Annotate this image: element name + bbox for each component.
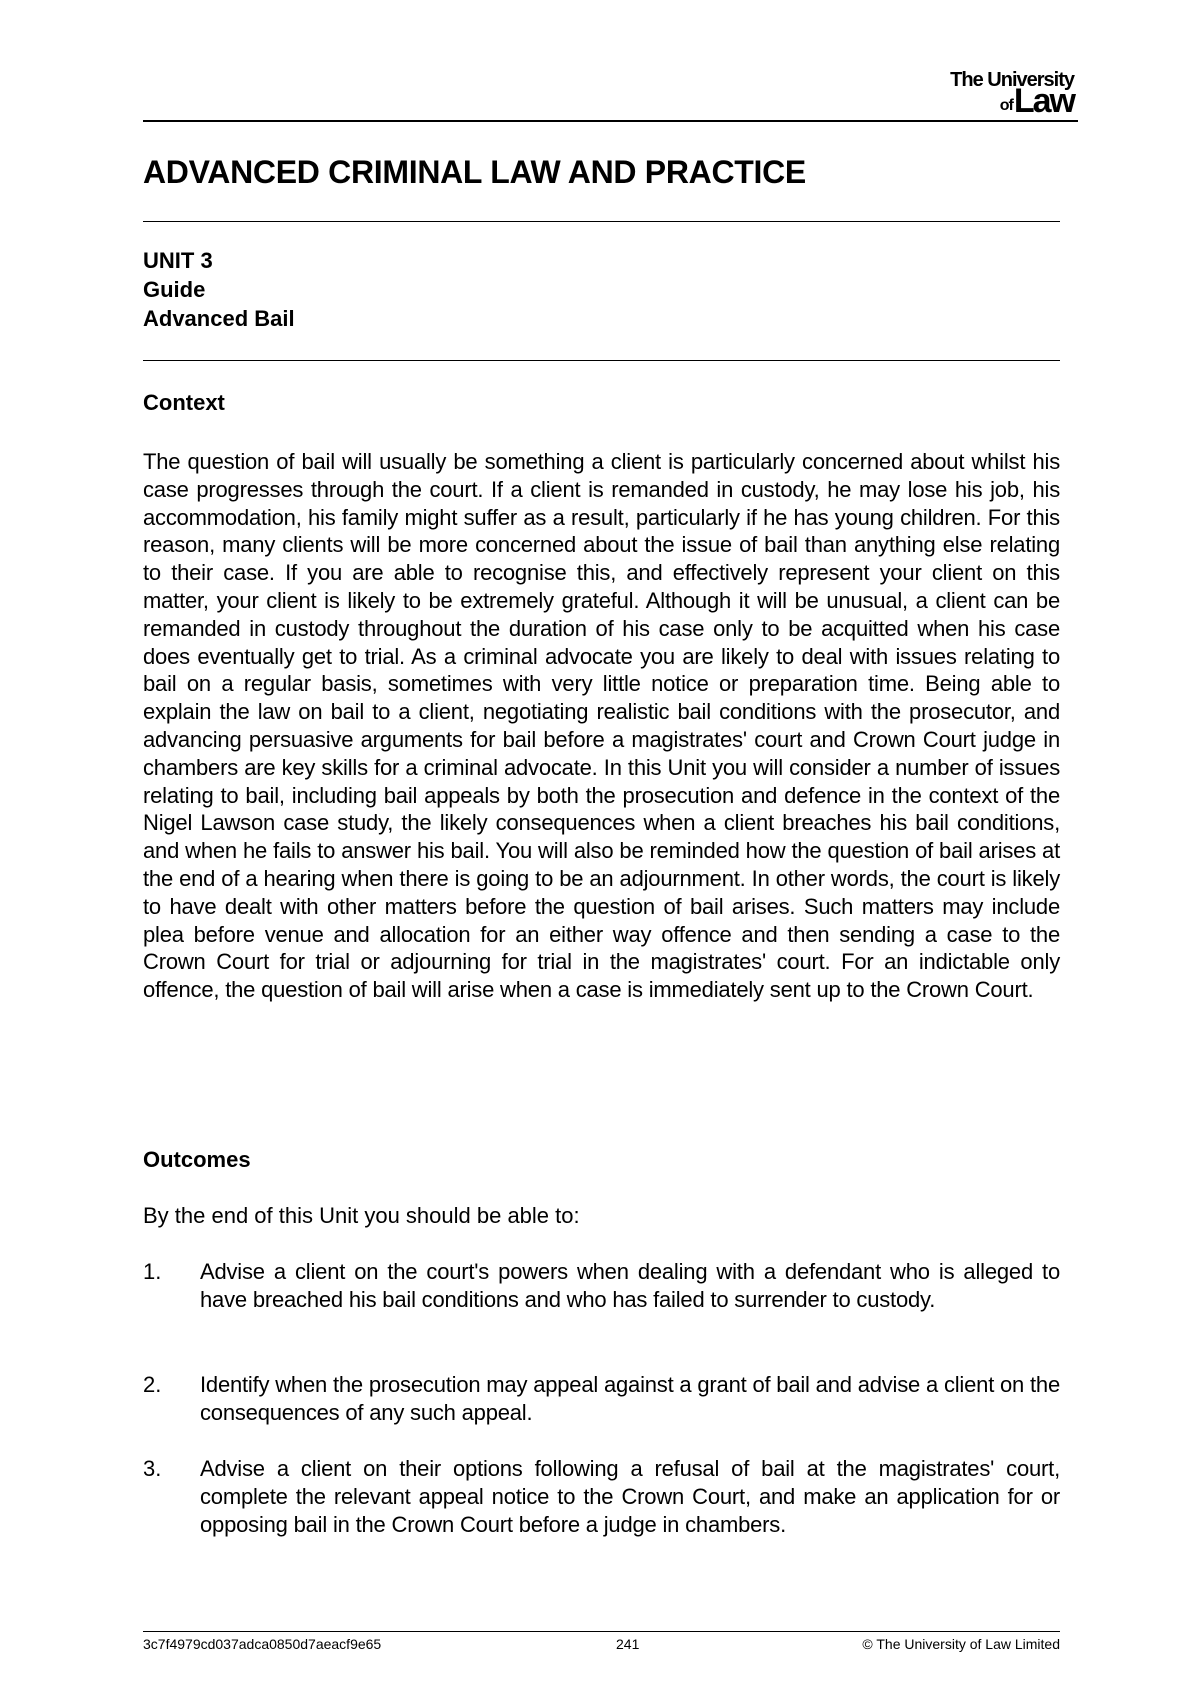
outcome-text: Identify when the prosecution may appeal against a grant of bail and advise a client on the consequences of any such appeal. <box>200 1372 1060 1425</box>
outcome-number: 1. <box>143 1259 162 1284</box>
outcome-text: Advise a client on their options following a refusal of bail at the magistrates' court, complete the relevant appeal notice to the Crown Court, and make an application for or opposing bail in the Crown Court before a judge in chambers. <box>200 1456 1060 1537</box>
outcomes-intro: By the end of this Unit you should be able to: <box>143 1203 580 1228</box>
unit-number: UNIT 3 <box>143 248 213 273</box>
university-logo <box>950 69 1074 120</box>
footer-divider <box>143 1631 1060 1632</box>
outcomes-heading: Outcomes <box>143 1147 251 1172</box>
outcome-text: Advise a client on the court's powers when dealing with a defendant who is alleged to have breached his bail conditions and who has failed to surrender to custody. <box>200 1259 1060 1312</box>
footer-copyright: © The University of Law Limited <box>862 1636 1060 1652</box>
unit-divider <box>143 360 1060 361</box>
page-number: 241 <box>616 1636 640 1652</box>
outcome-item <box>143 1258 1060 1314</box>
context-heading: Context <box>143 390 225 415</box>
header-divider <box>143 120 1078 122</box>
logo-line1: The University <box>950 69 1074 91</box>
outcome-number: 3. <box>143 1456 162 1481</box>
document-type: Guide <box>143 277 206 302</box>
footer-doc-id: 3c7f4979cd037adca0850d7aeacf9e65 <box>143 1636 382 1652</box>
unit-subject: Advanced Bail <box>143 306 295 331</box>
logo-law: Law <box>1013 82 1074 120</box>
outcome-item <box>143 1455 1060 1539</box>
title-divider <box>143 221 1060 222</box>
document-title: ADVANCED CRIMINAL LAW AND PRACTICE <box>143 154 806 190</box>
logo-of: of <box>999 97 1013 114</box>
unit-block <box>143 246 295 333</box>
outcome-item <box>143 1371 1060 1427</box>
context-paragraph: The question of bail will usually be something a client is particularly concerned about whilst his case progresses through the court. If a client is remanded in custody, he may lose his job, his accommodation, his family might suffer as a result, particularly if he has young children. For this reason, many clients will be more concerned about the issue of bail than anything else relating to their case. If you are able to recognise this, and effectively represent your client on this matter, your client is likely to be extremely grateful. Although it will be unusual, a client can be remanded in custody throughout the duration of his case only to be acquitted when his case does eventually get to trial. As a criminal advocate you are likely to deal with issues relating to bail on a regular basis, sometimes with very little notice or preparation time. Being able to explain the law on bail to a client, negotiating realistic bail conditions with the prosecutor, and advancing persuasive arguments for bail before a magistrates' court and Crown Court judge in chambers are key skills for a criminal advocate. In this Unit you will consider a number of issues relating to bail, including bail appeals by both the prosecution and defence in the context of the Nigel Lawson case study, the likely consequences when a client breaches his bail conditions, and when he fails to answer his bail. You will also be reminded how the question of bail arises at the end of a hearing when there is going to be an adjournment. In other words, the court is likely to have dealt with other matters before the question of bail arises. Such matters may include plea before venue and allocation for an either way offence and then sending a case to the Crown Court for trial or adjourning for trial in the magistrates' court. For an indictable only offence, the question of bail will arise when a case is immediately sent up to the Crown Court. <box>143 449 1060 1003</box>
outcome-number: 2. <box>143 1372 162 1397</box>
